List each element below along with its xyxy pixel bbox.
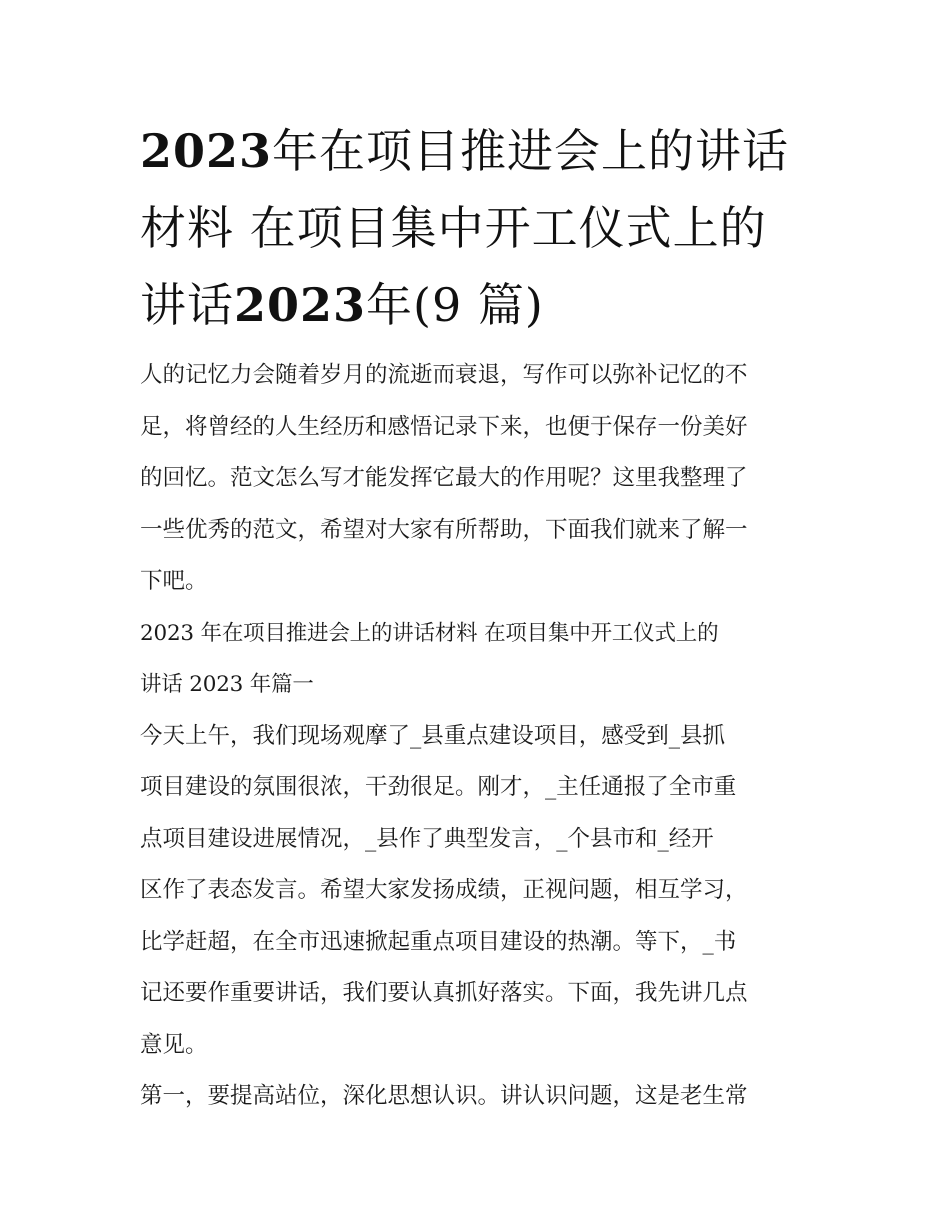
intro-paragraph: [140, 350, 815, 608]
body-line: 记还要作重要讲话，我们要认真抓好落实。下面，我先讲几点: [140, 980, 748, 1006]
section-heading-line: 讲话 2023 年篇一: [140, 672, 314, 697]
title-line-3-year: 2023: [234, 278, 367, 332]
title-line-2-text: 材料 在项目集中开工仪式上的: [140, 201, 767, 255]
body-paragraph-1: [140, 711, 815, 1072]
body-line: 第一，要提高站位，深化思想认识。讲认识问题，这是老生常: [140, 1083, 748, 1109]
title-year: 2023: [140, 124, 273, 178]
title-line-2: [140, 190, 815, 267]
body-paragraph-2: [140, 1071, 815, 1123]
document-title: [140, 113, 815, 344]
body-line: 点项目建设进展情况，_县作了典型发言，_个县市和_经开: [140, 825, 714, 852]
document-page: [140, 113, 815, 1123]
section-heading: [140, 608, 815, 711]
intro-line: 足，将曾经的人生经历和感悟记录下来，也便于保存一份美好: [140, 413, 748, 440]
title-line-1-text: 年在项目推进会上的讲话: [272, 124, 790, 178]
body-line: 比学赶超，在全市迅速掀起重点项目建设的热潮。等下，_书: [140, 928, 737, 955]
section-heading-line: 2023 年在项目推进会上的讲话材料 在项目集中开工仪式上的: [140, 620, 719, 646]
intro-line: 下吧。: [140, 568, 208, 594]
body-line: 区作了表态发言。希望大家发扬成绩，正视问题，相互学习，: [140, 877, 748, 903]
body-line: 今天上午，我们现场观摩了_县重点建设项目，感受到_县抓: [140, 722, 726, 749]
title-line-3-text-a: 讲话: [140, 278, 234, 332]
body-line: 项目建设的氛围很浓，干劲很足。刚才，_主任通报了全市重: [140, 774, 737, 800]
title-line-1: [140, 113, 815, 190]
intro-line: 的回忆。范文怎么写才能发挥它最大的作用呢？这里我整理了: [140, 465, 748, 491]
title-line-3: [140, 267, 815, 344]
body-line: 意见。: [140, 1031, 208, 1058]
title-line-3-text-b: 年(9 篇): [366, 278, 544, 332]
intro-line: 一些优秀的范文，希望对大家有所帮助，下面我们就来了解一: [140, 516, 748, 543]
intro-line: 人的记忆力会随着岁月的流逝而衰退，写作可以弥补记忆的不: [140, 362, 748, 388]
